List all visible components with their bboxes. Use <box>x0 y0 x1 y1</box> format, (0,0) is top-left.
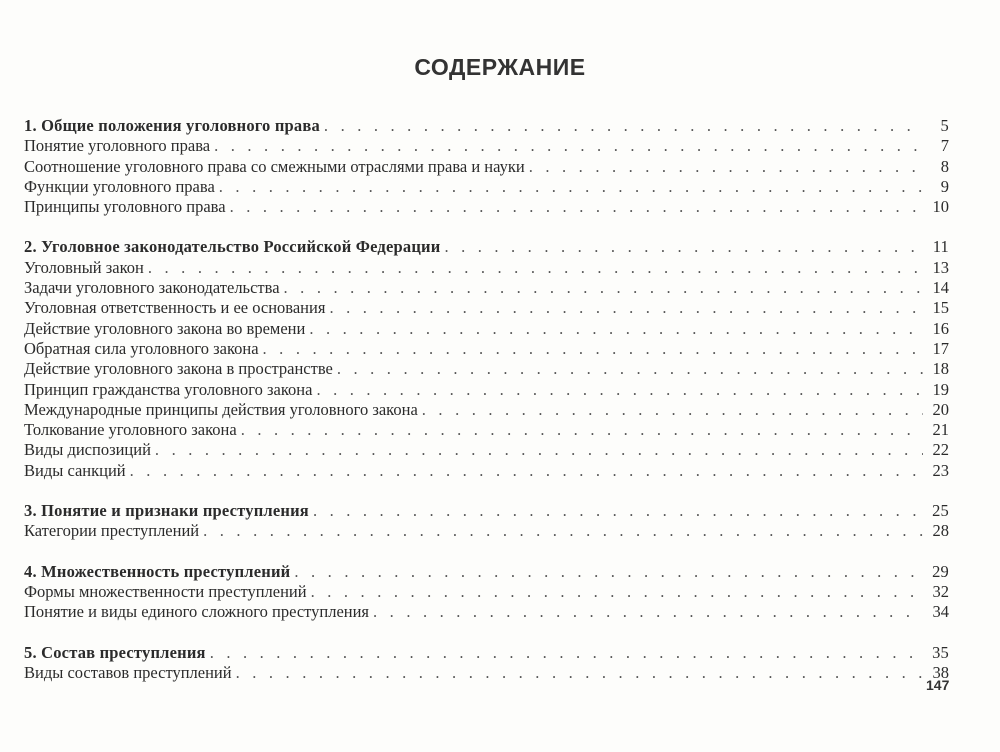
toc-entry-title: Задачи уголовного законодательства <box>24 278 280 298</box>
toc-page-ref: 17 <box>932 338 949 358</box>
toc-entry-title: Понятие и виды единого сложного преступления <box>24 602 370 622</box>
dot-leader <box>230 197 923 217</box>
dot-leader <box>203 521 923 541</box>
toc-entry[interactable] <box>24 339 949 359</box>
toc-heading-title: 3. Понятие и признаки преступления <box>24 501 309 521</box>
dot-leader <box>313 501 923 521</box>
toc-entry[interactable] <box>24 461 949 481</box>
toc-page-ref: 28 <box>932 521 949 541</box>
toc-entry-title: Соотношение уголовного права со смежными отраслями права и науки <box>24 156 525 176</box>
toc-entry[interactable] <box>24 440 949 460</box>
page-title: СОДЕРЖАНИЕ <box>414 54 586 80</box>
toc-page-ref: 20 <box>932 399 949 419</box>
dot-leader <box>130 461 923 481</box>
dot-leader <box>263 339 923 359</box>
toc-page-ref: 23 <box>932 460 949 480</box>
toc-entry[interactable] <box>24 197 949 217</box>
toc-page-ref: 8 <box>940 156 949 176</box>
dot-leader <box>241 420 923 440</box>
dot-leader <box>236 663 923 683</box>
toc-page-ref: 16 <box>932 318 949 338</box>
toc-entry-title: Толкование уголовного закона <box>24 420 237 440</box>
dot-leader <box>214 136 923 156</box>
toc-entry[interactable] <box>24 177 949 197</box>
dot-leader <box>337 359 923 379</box>
toc-section-heading[interactable] <box>24 116 949 136</box>
toc-page-ref: 22 <box>932 440 949 460</box>
toc-page-ref: 9 <box>940 176 949 196</box>
toc-page-ref: 25 <box>932 501 949 521</box>
dot-leader <box>210 643 923 663</box>
dot-leader <box>529 157 923 177</box>
toc-section <box>24 237 949 481</box>
toc-entry-title: Категории преступлений <box>24 521 200 541</box>
toc-entry[interactable] <box>24 319 949 339</box>
dot-leader <box>309 319 923 339</box>
toc-entry[interactable] <box>24 663 949 683</box>
toc-entry-title: Действие уголовного закона во времени <box>24 318 306 338</box>
toc-entry-title: Формы множественности преступлений <box>24 581 307 601</box>
toc-page-ref: 21 <box>932 420 949 440</box>
toc-entry[interactable] <box>24 380 949 400</box>
toc-page-ref: 35 <box>932 642 949 662</box>
toc-page-ref: 34 <box>932 602 949 622</box>
toc-entry[interactable] <box>24 400 949 420</box>
dot-leader <box>155 440 923 460</box>
toc-entry-title: Виды санкций <box>24 460 126 480</box>
toc-page-ref: 7 <box>940 136 949 156</box>
toc-page-ref: 15 <box>932 298 949 318</box>
dot-leader <box>148 258 923 278</box>
toc-section-heading[interactable] <box>24 501 949 521</box>
toc-heading-title: 5. Состав преступления <box>24 642 206 662</box>
toc-entry[interactable] <box>24 359 949 379</box>
toc-entry[interactable] <box>24 521 949 541</box>
toc-entry-title: Виды диспозиций <box>24 440 151 460</box>
toc-page-ref: 14 <box>932 278 949 298</box>
toc-entry-title: Виды составов преступлений <box>24 662 232 682</box>
toc-page-ref: 13 <box>932 257 949 277</box>
toc-heading-title: 4. Множественность преступлений <box>24 561 291 581</box>
dot-leader <box>373 602 923 622</box>
table-of-contents <box>24 116 949 703</box>
toc-entry[interactable] <box>24 602 949 622</box>
toc-entry-title: Принципы уголовного права <box>24 197 226 217</box>
dot-leader <box>422 400 923 420</box>
toc-entry-title: Функции уголовного права <box>24 176 215 196</box>
toc-page-ref: 19 <box>932 379 949 399</box>
toc-section <box>24 116 949 217</box>
toc-entry[interactable] <box>24 420 949 440</box>
toc-section-heading[interactable] <box>24 237 949 257</box>
toc-heading-title: 2. Уголовное законодательство Российской Федерации <box>24 237 441 257</box>
page-number: 147 <box>926 677 950 693</box>
toc-entry-title: Уголовная ответственность и ее основания <box>24 298 326 318</box>
toc-entry-title: Действие уголовного закона в пространстве <box>24 359 333 379</box>
dot-leader <box>284 278 923 298</box>
toc-entry-title: Международные принципы действия уголовного закона <box>24 399 418 419</box>
toc-entry-title: Уголовный закон <box>24 257 144 277</box>
toc-section <box>24 501 949 542</box>
dot-leader <box>444 237 923 257</box>
toc-page-ref: 5 <box>940 116 949 135</box>
toc-entry[interactable] <box>24 157 949 177</box>
toc-section-heading[interactable] <box>24 562 949 582</box>
toc-section-heading[interactable] <box>24 643 949 663</box>
dot-leader <box>311 582 923 602</box>
toc-heading-title: 1. Общие положения уголовного права <box>24 116 320 135</box>
toc-entry-title: Обратная сила уголовного закона <box>24 338 259 358</box>
toc-entry[interactable] <box>24 298 949 318</box>
toc-page-ref: 32 <box>932 581 949 601</box>
toc-page-ref: 10 <box>932 197 949 217</box>
toc-section <box>24 643 949 684</box>
toc-entry-title: Принцип гражданства уголовного закона <box>24 379 313 399</box>
dot-leader <box>294 562 923 582</box>
dot-leader <box>316 380 923 400</box>
toc-page-ref: 11 <box>932 237 949 257</box>
toc-entry-title: Понятие уголовного права <box>24 136 211 156</box>
toc-entry[interactable] <box>24 136 949 156</box>
toc-entry[interactable] <box>24 258 949 278</box>
toc-page-ref: 29 <box>932 561 949 581</box>
dot-leader <box>329 298 923 318</box>
dot-leader <box>324 116 923 136</box>
toc-page-ref: 38 <box>932 662 949 682</box>
dot-leader <box>219 177 923 197</box>
toc-section <box>24 562 949 623</box>
toc-page-ref: 18 <box>932 359 949 379</box>
toc-entry[interactable] <box>24 278 949 298</box>
toc-entry[interactable] <box>24 582 949 602</box>
